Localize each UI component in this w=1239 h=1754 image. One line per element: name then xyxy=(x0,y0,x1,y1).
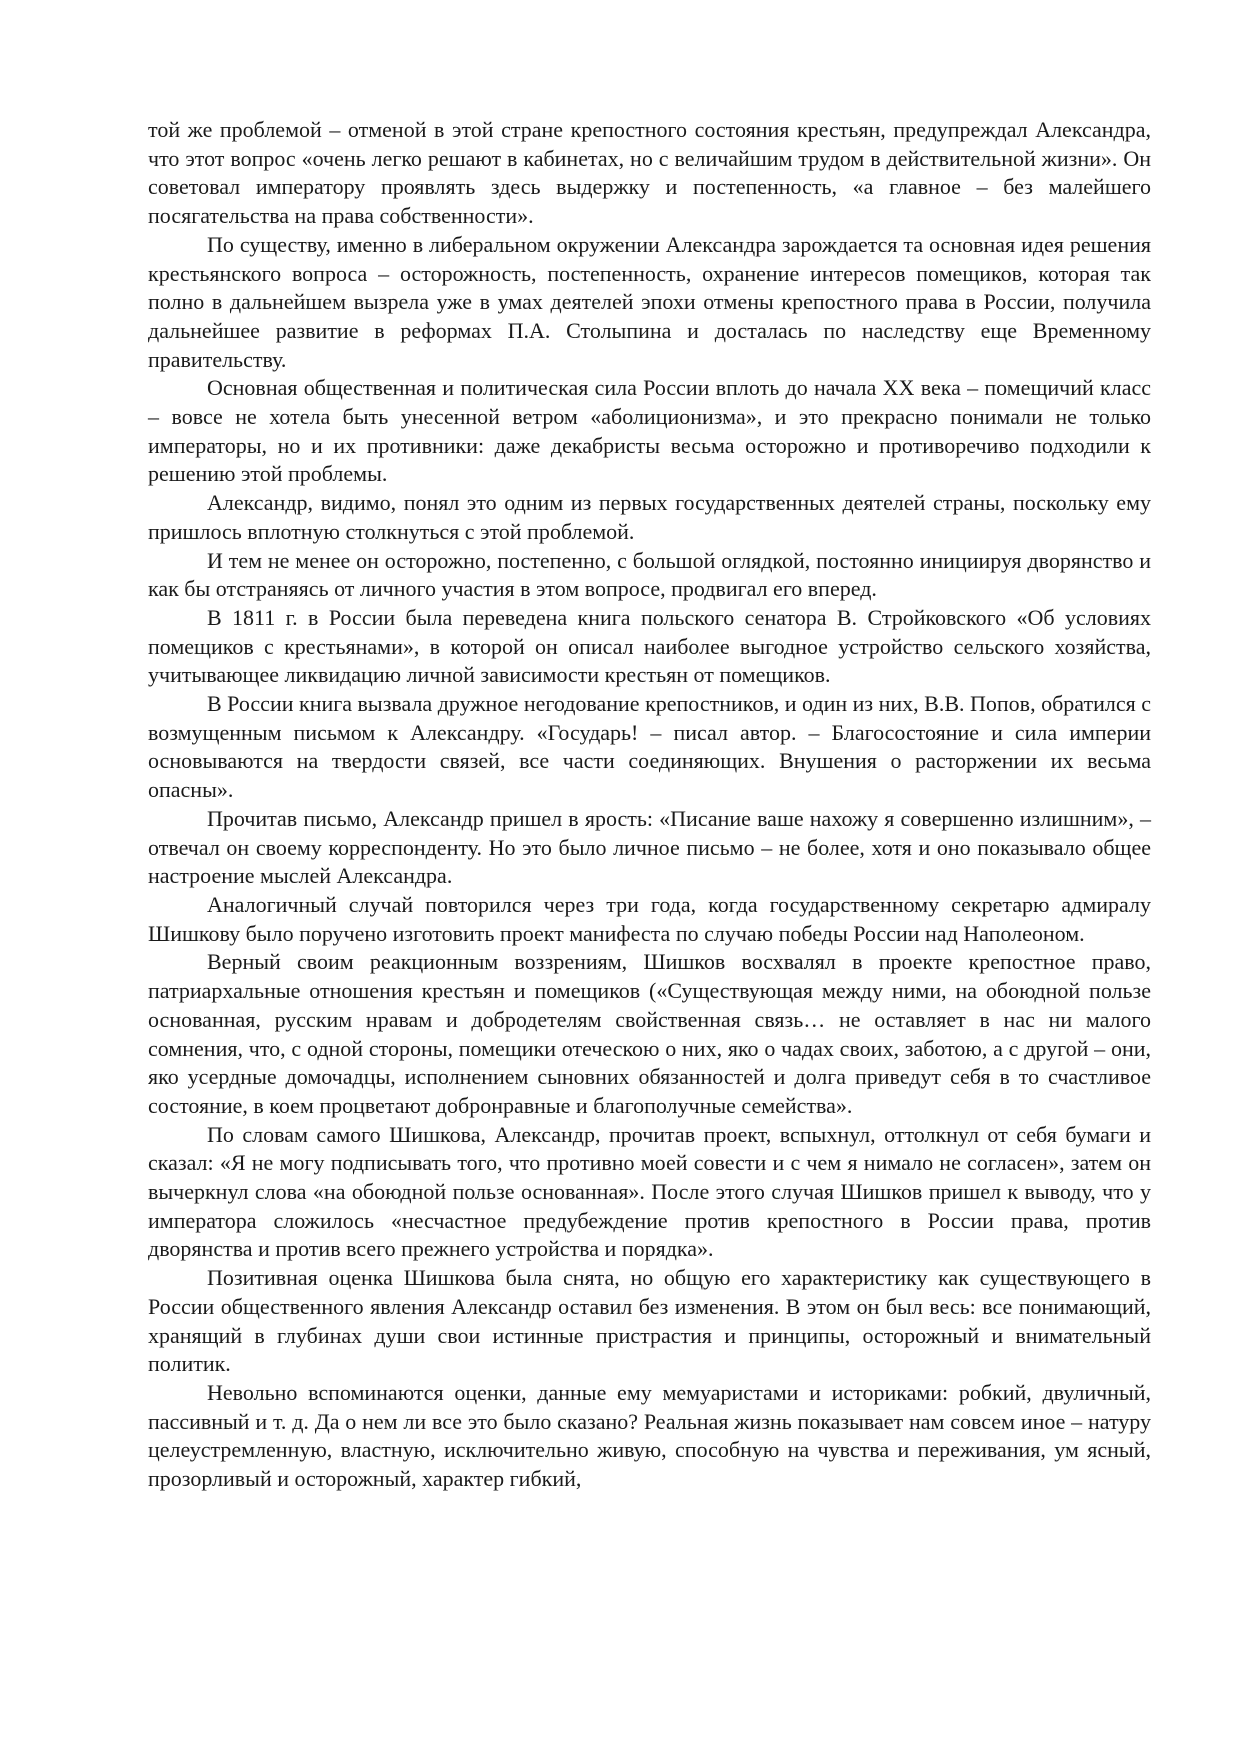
paragraph: И тем не менее он осторожно, постепенно, с большой оглядкой, постоянно инициируя дворянство и как бы отстраняясь от личного участия в этом вопросе, продвигал его вперед. xyxy=(148,547,1151,602)
paragraph: В 1811 г. в России была переведена книга польского сенатора В. Стройковского «Об условиях помещиков с крестьянами», в которой он описал наиболее выгодное устройство сельского хозяйства, учитывающее ликвидацию личной зависимости крестьян от помещиков. xyxy=(148,604,1151,688)
paragraph: Александр, видимо, понял это одним из первых государственных деятелей страны, поскольку ему пришлось вплотную столкнуться с этой проблемой. xyxy=(148,490,1151,544)
paragraph: Прочитав письмо, Александр пришел в ярость: «Писание ваше нахожу я совершенно излишним», – отвечал он своему корреспонденту. Но это было личное письмо – не более, хотя и оно показывало общее настроение мыслей Александра. xyxy=(148,805,1151,889)
document-page xyxy=(148,116,1151,1494)
paragraph: Невольно вспоминаются оценки, данные ему мемуаристами и историками: робкий, двуличный, пассивный и т. д. Да о нем ли все это было сказано? Реальная жизнь показывает нам совсем иное – натуру целеустремленную, властную, исключительно живую, способную на чувства и переживания, ум ясный, прозорливый и осторожный, характер гибкий, xyxy=(148,1379,1151,1492)
paragraph-continuation: той же проблемой – отменой в этой стране крепостного состояния крестьян, предупреждал Александра, что этот вопрос «очень легко решают в кабинетах, но с величайшим трудом в действительной жизни». Он советовал императору проявлять здесь выдержку и постепенность, «а главное – без малейшего посягательства на права собственности». xyxy=(148,117,1151,229)
paragraph: Верный своим реакционным воззрениям, Шишков восхвалял в проекте крепостное право, патриархальные отношения крестьян и помещиков («Существующая между ними, на обоюдной пользе основанная, русским нравам и добродетелям свойственная связь… не оставляет в нас ни малого сомнения, что, с одной стороны, помещики отеческою о них, яко о чадах своих, заботою, а с другой – они, яко усердные домочадцы, исполнением сыновних обязанностей и долга приведут себя в то счастливое состояние, в коем процветают добронравные и благополучные семейства». xyxy=(148,949,1151,1118)
paragraph: По существу, именно в либеральном окружении Александра зарождается та основная идея решения крестьянского вопроса – осторожность, постепенность, охранение интересов помещиков, которая так полно в дальнейшем вызрела уже в умах деятелей эпохи отмены крепостного права в России, получила дальнейшее развитие в реформах П.А. Столыпина и досталась по наследству еще Временному правительству. xyxy=(148,231,1151,372)
paragraph: Основная общественная и политическая сила России вплоть до начала XX века – помещичий класс – вовсе не хотела быть унесенной ветром «аболиционизма», и это прекрасно понимали не только императоры, но и их противники: даже декабристы весьма осторожно и противоречиво подходили к решению этой проблемы. xyxy=(148,375,1151,487)
paragraph: В России книга вызвала дружное негодование крепостников, и один из них, В.В. Попов, обратился с возмущенным письмом к Александру. «Государь! – писал автор. – Благосостояние и сила империи основываются на твердости связей, все части соединяющих. Внушения о расторжении их весьма опасны». xyxy=(148,691,1151,803)
paragraph: По словам самого Шишкова, Александр, прочитав проект, вспыхнул, оттолкнул от себя бумаги и сказал: «Я не могу подписывать того, что противно моей совести и с чем я нимало не согласен», затем он вычеркнул слова «на обоюдной пользе основанная». После этого случая Шишков пришел к выводу, что у императора сложилось «несчастное предубеждение против крепостного в России права, против дворянства и против всего прежнего устройства и порядка». xyxy=(148,1121,1151,1262)
paragraph: Позитивная оценка Шишкова была снята, но общую его характеристику как существующего в России общественного явления Александр оставил без изменения. В этом он был весь: все понимающий, хранящий в глубинах души свои истинные пристрастия и принципы, осторожный и внимательный политик. xyxy=(148,1265,1151,1377)
paragraph: Аналогичный случай повторился через три года, когда государственному секретарю адмиралу Шишкову было поручено изготовить проект манифеста по случаю победы России над Наполеоном. xyxy=(148,891,1151,946)
